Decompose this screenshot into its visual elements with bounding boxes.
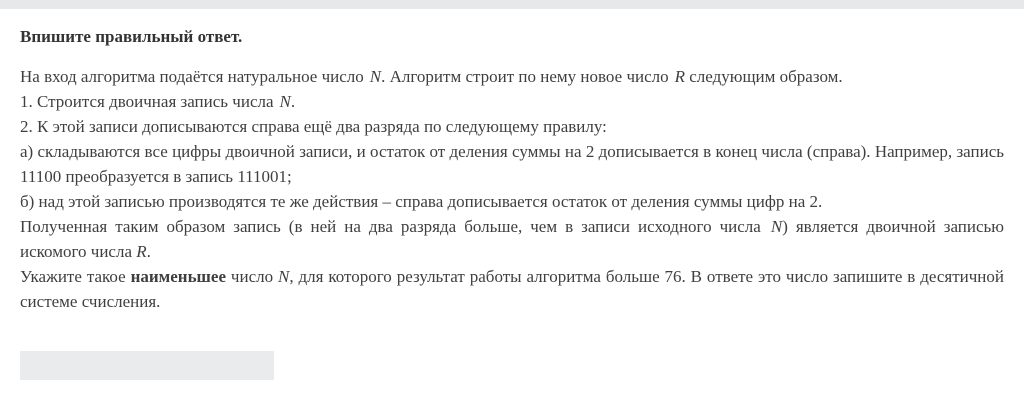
text-segment: На вход алгоритма подаётся натуральное число xyxy=(20,67,364,86)
variable-n: N xyxy=(369,67,382,86)
text-segment: ) является двоичной записью искомого числа xyxy=(20,217,1004,261)
task-container xyxy=(20,26,1004,314)
text-segment: . xyxy=(290,92,296,111)
text-segment: . xyxy=(146,242,151,261)
top-strip xyxy=(0,0,1024,9)
text-segment: . Алгоритм строит по нему новое число xyxy=(381,67,669,86)
variable-r: R xyxy=(136,242,147,261)
variable-r: R xyxy=(674,67,686,86)
text-segment: число xyxy=(226,267,279,286)
answer-input[interactable] xyxy=(20,351,274,380)
text-segment: , для которого результат работы алгоритма больше 76. В ответе это число запишите в десятичной системе счисления. xyxy=(20,267,1004,311)
task-line-3: 2. К этой записи дописываются справа ещё два разряда по следующему правилу: xyxy=(20,117,607,136)
emphasis-smallest: наименьшее xyxy=(130,267,227,286)
task-heading: Впишите правильный ответ. xyxy=(20,27,243,46)
variable-n: N xyxy=(770,217,783,236)
task-line-2 xyxy=(20,89,1004,114)
task-text xyxy=(20,64,1004,314)
task-line-1 xyxy=(20,64,1004,89)
task-line-4: а) складываются все цифры двоичной записи, и остаток от деления суммы на 2 дописывается в конец числа (справа). Например, запись 11100 преобразуется в запись 111001; xyxy=(20,142,1004,186)
variable-n: N xyxy=(278,267,290,286)
text-segment: Полученная таким образом запись (в ней на два разряда больше, чем в записи исходного числа xyxy=(20,217,761,236)
task-line-7 xyxy=(20,264,1004,314)
variable-n: N xyxy=(279,92,291,111)
task-line-5: б) над этой записью производятся те же действия – справа дописывается остаток от деления суммы цифр на 2. xyxy=(20,192,823,211)
text-segment: 1. Строится двоичная запись числа xyxy=(20,92,274,111)
task-line-6 xyxy=(20,214,1004,264)
text-segment: Укажите такое xyxy=(20,267,131,286)
text-segment: следующим образом. xyxy=(685,67,843,86)
